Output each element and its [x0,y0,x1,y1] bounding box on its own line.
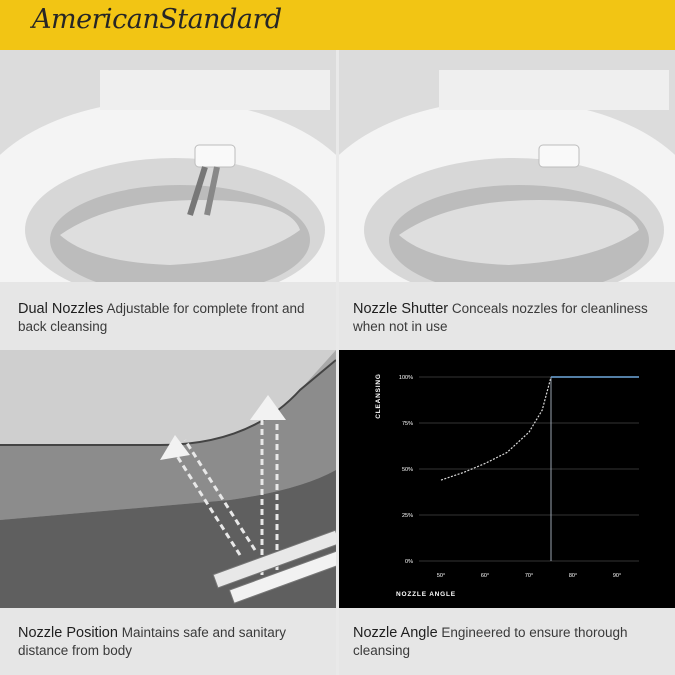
dual-nozzles-caption [18,300,324,335]
dual-nozzles-description: Adjustable for complete front and back cleansing [18,301,305,334]
nozzle-shutter-description: Conceals nozzles for cleanliness when not in use [353,301,648,334]
y-tick-label: 75% [401,421,413,427]
brand-banner [0,0,675,50]
y-tick-label: 25% [401,513,413,519]
brand-logo: AmericanStandard [32,4,282,35]
nozzle-angle-title: Nozzle Angle [353,625,438,641]
y-tick-label: 0% [405,559,413,565]
x-tick-label: 60° [480,573,490,579]
nozzle-position-description: Maintains safe and sanitary distance from body [18,625,287,658]
nozzle-shutter-title: Nozzle Shutter [353,301,449,317]
x-axis-label: NOZZLE ANGLE [396,591,456,598]
panel-nozzle-position [0,350,336,675]
nozzle-shutter-photo [339,50,675,282]
y-tick-label: 50% [401,467,413,473]
nozzle-shutter-caption [353,300,663,335]
panel-dual-nozzles [0,50,336,362]
x-tick-label: 90° [612,573,622,579]
y-tick-label: 100% [398,375,413,381]
feature-grid [0,50,675,675]
nozzle-angle-caption [353,624,663,659]
x-tick-label: 80° [568,573,578,579]
nozzle-position-caption [18,624,324,659]
nozzle-position-illustration [0,350,336,608]
x-tick-label: 50° [436,573,446,579]
panel-nozzle-shutter [339,50,675,362]
nozzle-angle-description: Engineered to ensure thorough cleansing [353,625,628,658]
panel-nozzle-angle [339,350,675,675]
x-tick-label: 70° [524,573,534,579]
dual-nozzles-photo [0,50,336,282]
y-axis-label: CLEANSING [375,373,382,419]
nozzle-angle-chart [339,350,675,608]
dual-nozzles-title: Dual Nozzles [18,301,104,317]
nozzle-position-title: Nozzle Position [18,625,118,641]
